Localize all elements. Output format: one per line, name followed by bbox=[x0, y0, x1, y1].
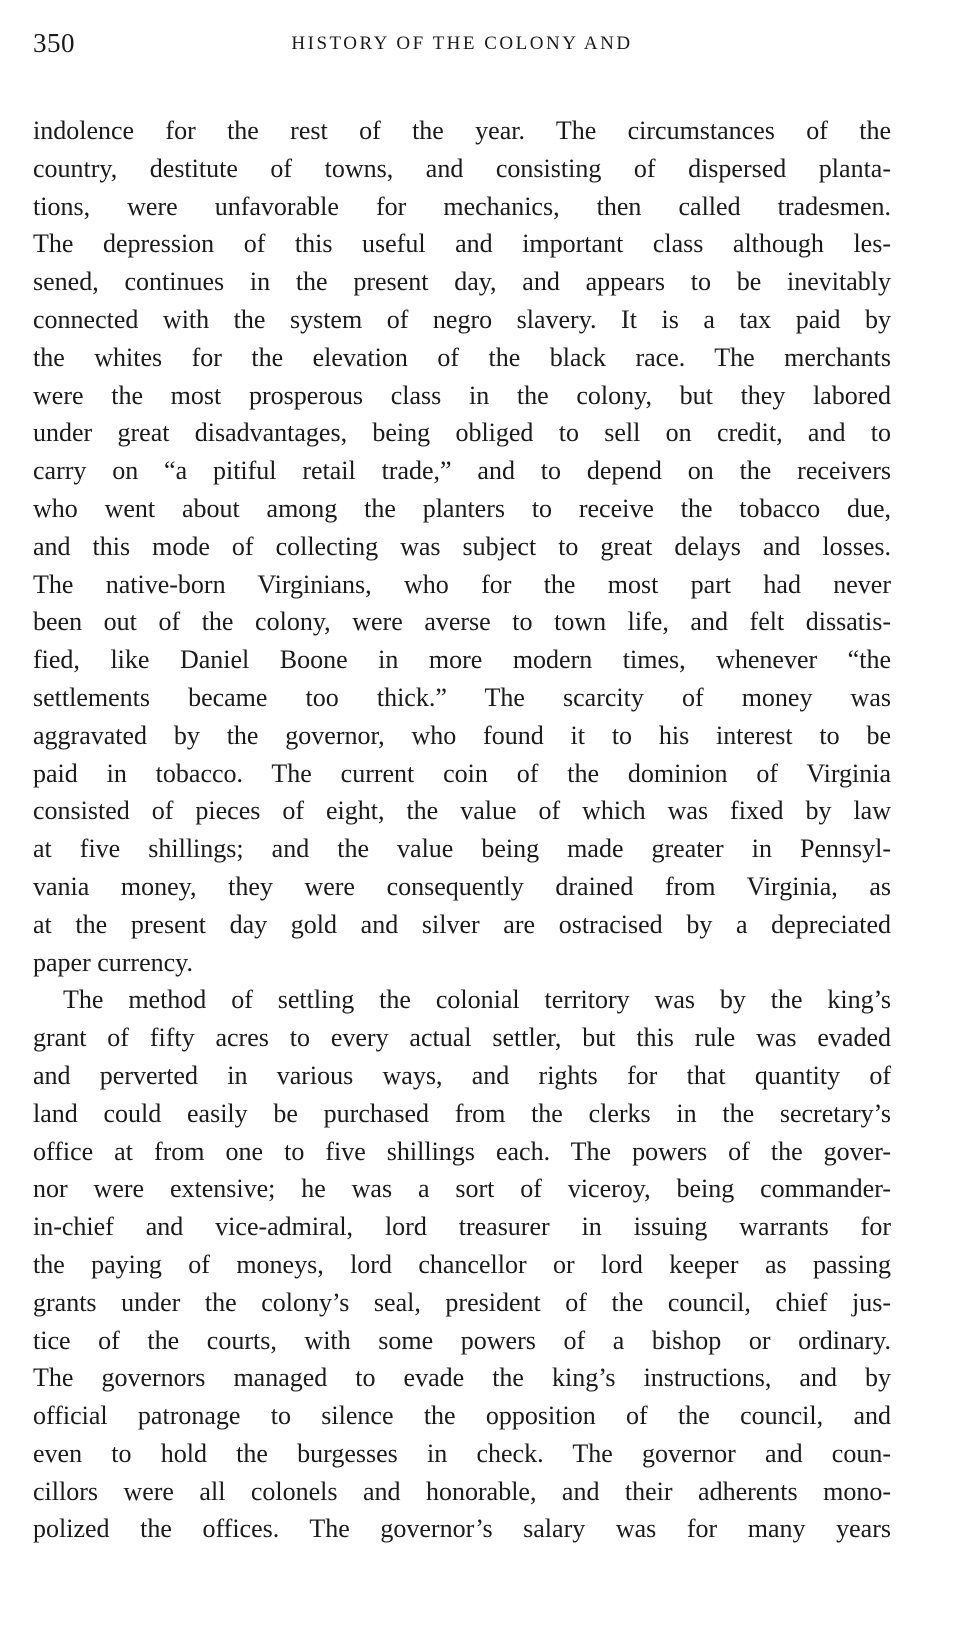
text-line: consisted of pieces of eight, the value of which was fixed by law bbox=[33, 796, 891, 826]
text-line: who went about among the planters to receive the tobacco due, bbox=[33, 493, 891, 523]
text-line: were the most prosperous class in the colony, but they labored bbox=[33, 380, 891, 410]
text-line: tice of the courts, with some powers of a bishop or ordinary. bbox=[33, 1325, 891, 1355]
text-line: been out of the colony, were averse to town life, and felt dissatis- bbox=[33, 607, 891, 637]
text-line: land could easily be purchased from the clerks in the secretary’s bbox=[33, 1098, 891, 1128]
page-number: 350 bbox=[33, 28, 75, 58]
text-line: paid in tobacco. The current coin of the dominion of Virginia bbox=[33, 758, 891, 788]
text-line: country, destitute of towns, and consisting of dispersed planta- bbox=[33, 153, 891, 183]
text-line: official patronage to silence the opposition of the council, and bbox=[33, 1401, 891, 1431]
text-line: fied, like Daniel Boone in more modern times, whenever “the bbox=[33, 645, 891, 675]
text-line: indolence for the rest of the year. The circumstances of the bbox=[33, 116, 891, 145]
text-line: grants under the colony’s seal, president of the council, chief jus- bbox=[33, 1287, 891, 1317]
text-line: cillors were all colonels and honorable, and their adherents mono- bbox=[33, 1476, 891, 1506]
text-line: at the present day gold and silver are ostracised by a depreciated bbox=[33, 909, 891, 939]
text-line: aggravated by the governor, who found it to his interest to be bbox=[33, 720, 891, 750]
paragraph bbox=[33, 981, 891, 1548]
text-line: polized the offices. The governor’s salary was for many years bbox=[33, 1514, 891, 1544]
text-line: under great disadvantages, being obliged to sell on credit, and to bbox=[33, 418, 891, 448]
text-line: office at from one to five shillings each. The powers of the gover- bbox=[33, 1136, 891, 1166]
text-line: carry on “a pitiful retail trade,” and to depend on the receivers bbox=[33, 456, 891, 486]
running-head-title: HISTORY OF THE COLONY AND bbox=[291, 33, 633, 54]
text-line: The native-born Virginians, who for the most part had never bbox=[33, 569, 891, 599]
paragraph bbox=[33, 112, 891, 981]
text-line: the paying of moneys, lord chancellor or lord keeper as passing bbox=[33, 1249, 891, 1279]
text-line: connected with the system of negro slavery. It is a tax paid by bbox=[33, 304, 891, 334]
text-line: The depression of this useful and important class although les- bbox=[33, 229, 891, 259]
text-line: vania money, they were consequently drained from Virginia, as bbox=[33, 871, 891, 901]
text-line: tions, were unfavorable for mechanics, then called tradesmen. bbox=[33, 191, 891, 221]
text-line: sened, continues in the present day, and appears to be inevitably bbox=[33, 267, 891, 297]
text-line: even to hold the burgesses in check. The governor and coun- bbox=[33, 1438, 891, 1468]
text-line: grant of fifty acres to every actual settler, but this rule was evaded bbox=[33, 1023, 891, 1053]
book-page bbox=[33, 28, 891, 1548]
text-line: The governors managed to evade the king’s instructions, and by bbox=[33, 1363, 891, 1393]
text-line: settlements became too thick.” The scarcity of money was bbox=[33, 682, 891, 712]
text-line: The method of settling the colonial territory was by the king’s bbox=[63, 985, 891, 1015]
text-line: nor were extensive; he was a sort of viceroy, being commander- bbox=[33, 1174, 891, 1204]
text-line: in-chief and vice-admiral, lord treasurer in issuing warrants for bbox=[33, 1212, 891, 1242]
text-line: the whites for the elevation of the black race. The merchants bbox=[33, 342, 891, 372]
text-line: paper currency. bbox=[33, 947, 193, 977]
text-line: and perverted in various ways, and rights for that quantity of bbox=[33, 1060, 891, 1090]
text-line: at five shillings; and the value being made greater in Pennsyl- bbox=[33, 834, 891, 864]
body-text bbox=[33, 112, 891, 1548]
running-head bbox=[33, 28, 891, 68]
text-line: and this mode of collecting was subject to great delays and losses. bbox=[33, 531, 891, 561]
